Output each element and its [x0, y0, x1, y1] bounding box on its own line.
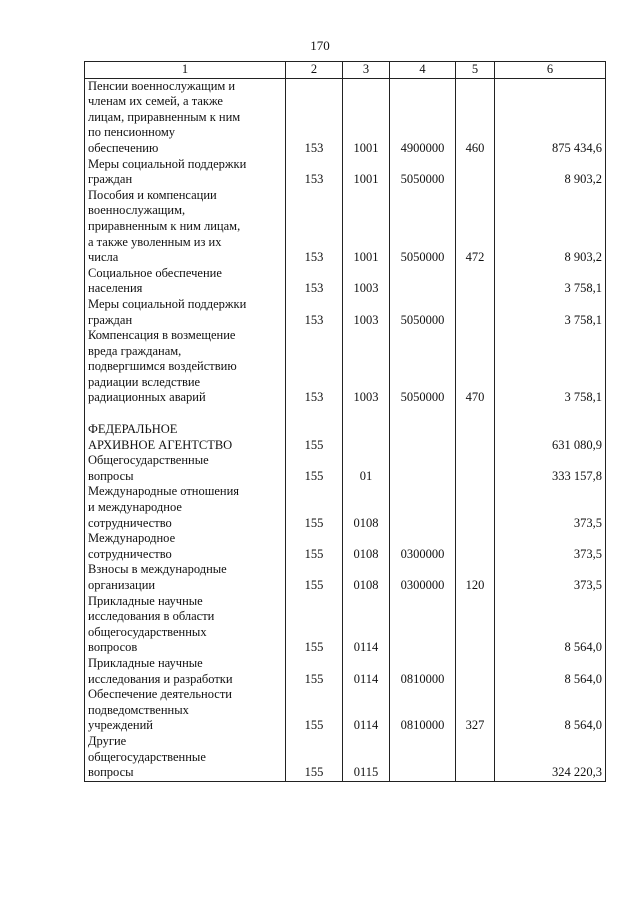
table-row: [85, 422, 606, 453]
table-row: [85, 157, 606, 188]
table-row: [85, 562, 606, 593]
row-code-2: 155: [286, 484, 343, 531]
row-code-4: [390, 734, 456, 781]
page-number: 170: [310, 38, 330, 53]
table-row: [85, 656, 606, 687]
row-name: Прикладные научные исследования в области общегосударственных вопросов: [85, 594, 286, 656]
row-code-4: [390, 484, 456, 531]
row-code-4: [390, 422, 456, 453]
row-amount: 8 903,2: [495, 188, 606, 266]
row-name: Прикладные научные исследования и разработки: [85, 656, 286, 687]
row-code-4: [390, 594, 456, 656]
table-header-row: [85, 62, 606, 79]
row-code-5: [456, 734, 495, 781]
row-amount: 333 157,8: [495, 453, 606, 484]
row-code-5: 327: [456, 687, 495, 734]
row-name: Пенсии военнослужащим и членам их семей, а также лицам, приравненным к ним по пенсионному обеспечению: [85, 78, 286, 156]
table-row: [85, 188, 606, 266]
row-code-4: 5050000: [390, 297, 456, 328]
row-amount: 8 564,0: [495, 656, 606, 687]
row-code-3: 0115: [343, 734, 390, 781]
row-amount: 3 758,1: [495, 328, 606, 406]
row-name: Пособия и компенсации военнослужащим, приравненным к ним лицам, а также уволенным из их числа: [85, 188, 286, 266]
row-name: [85, 406, 286, 422]
row-code-3: 1003: [343, 328, 390, 406]
table-row: [85, 531, 606, 562]
row-code-2: 155: [286, 656, 343, 687]
row-code-5: [456, 157, 495, 188]
row-name: Международные отношения и международное сотрудничество: [85, 484, 286, 531]
row-name: Меры социальной поддержки граждан: [85, 157, 286, 188]
row-code-4: 0810000: [390, 687, 456, 734]
row-code-3: [343, 422, 390, 453]
row-name: Меры социальной поддержки граждан: [85, 297, 286, 328]
row-amount: 8 903,2: [495, 157, 606, 188]
row-code-5: [456, 656, 495, 687]
row-name: Общегосударственные вопросы: [85, 453, 286, 484]
row-code-2: [286, 406, 343, 422]
row-amount: 373,5: [495, 484, 606, 531]
table-row: [85, 734, 606, 781]
row-code-2: 153: [286, 78, 343, 156]
row-code-5: [456, 594, 495, 656]
row-code-2: 153: [286, 328, 343, 406]
row-amount: [495, 406, 606, 422]
row-code-2: 155: [286, 422, 343, 453]
row-code-3: 1003: [343, 266, 390, 297]
row-code-5: [456, 297, 495, 328]
row-code-3: 0114: [343, 687, 390, 734]
row-code-5: 120: [456, 562, 495, 593]
row-code-2: 155: [286, 734, 343, 781]
row-code-2: 155: [286, 453, 343, 484]
column-header-4: 4: [390, 62, 456, 79]
row-code-4: 5050000: [390, 188, 456, 266]
row-code-4: 0300000: [390, 531, 456, 562]
row-code-2: 155: [286, 531, 343, 562]
row-amount: 3 758,1: [495, 297, 606, 328]
row-code-3: 0114: [343, 656, 390, 687]
row-code-3: [343, 406, 390, 422]
row-code-3: 01: [343, 453, 390, 484]
row-amount: 3 758,1: [495, 266, 606, 297]
row-code-4: 0300000: [390, 562, 456, 593]
row-code-3: 0108: [343, 531, 390, 562]
table-row: [85, 453, 606, 484]
row-code-5: [456, 453, 495, 484]
table-spacer-row: [85, 406, 606, 422]
row-code-4: [390, 266, 456, 297]
budget-table: [84, 61, 606, 782]
row-code-4: [390, 453, 456, 484]
row-code-2: 155: [286, 687, 343, 734]
row-name: Компенсация в возмещение вреда гражданам, подвергшимся воздействию радиации вследствие радиационных аварий: [85, 328, 286, 406]
row-amount: 8 564,0: [495, 594, 606, 656]
row-code-2: 153: [286, 266, 343, 297]
row-code-2: 153: [286, 188, 343, 266]
row-amount: 8 564,0: [495, 687, 606, 734]
row-code-5: [456, 531, 495, 562]
row-code-5: 470: [456, 328, 495, 406]
row-code-3: 1001: [343, 188, 390, 266]
row-name: Другие общегосударственные вопросы: [85, 734, 286, 781]
table-row: [85, 328, 606, 406]
row-amount: 324 220,3: [495, 734, 606, 781]
table-row: [85, 594, 606, 656]
table-row: [85, 78, 606, 156]
table-row: [85, 266, 606, 297]
row-code-2: 153: [286, 157, 343, 188]
row-amount: 631 080,9: [495, 422, 606, 453]
row-amount: 373,5: [495, 562, 606, 593]
row-code-4: 5050000: [390, 328, 456, 406]
row-name: Взносы в международные организации: [85, 562, 286, 593]
row-code-5: [456, 266, 495, 297]
row-code-5: 472: [456, 188, 495, 266]
row-code-2: 153: [286, 297, 343, 328]
row-code-5: [456, 422, 495, 453]
row-code-4: 5050000: [390, 157, 456, 188]
row-name: Социальное обеспечение населения: [85, 266, 286, 297]
row-code-2: 155: [286, 594, 343, 656]
row-name: Обеспечение деятельности подведомственных учреждений: [85, 687, 286, 734]
table-row: [85, 484, 606, 531]
column-header-3: 3: [343, 62, 390, 79]
row-name: Международное сотрудничество: [85, 531, 286, 562]
row-amount: 875 434,6: [495, 78, 606, 156]
column-header-2: 2: [286, 62, 343, 79]
row-code-3: 0108: [343, 562, 390, 593]
column-header-1: 1: [85, 62, 286, 79]
row-name: ФЕДЕРАЛЬНОЕ АРХИВНОЕ АГЕНТСТВО: [85, 422, 286, 453]
row-code-5: 460: [456, 78, 495, 156]
table-row: [85, 687, 606, 734]
row-code-4: 4900000: [390, 78, 456, 156]
row-code-3: 1003: [343, 297, 390, 328]
column-header-6: 6: [495, 62, 606, 79]
row-code-3: 1001: [343, 78, 390, 156]
row-code-5: [456, 406, 495, 422]
row-code-3: 0108: [343, 484, 390, 531]
row-code-4: [390, 406, 456, 422]
row-amount: 373,5: [495, 531, 606, 562]
column-header-5: 5: [456, 62, 495, 79]
row-code-5: [456, 484, 495, 531]
row-code-4: 0810000: [390, 656, 456, 687]
table-row: [85, 297, 606, 328]
row-code-3: 1001: [343, 157, 390, 188]
row-code-2: 155: [286, 562, 343, 593]
row-code-3: 0114: [343, 594, 390, 656]
